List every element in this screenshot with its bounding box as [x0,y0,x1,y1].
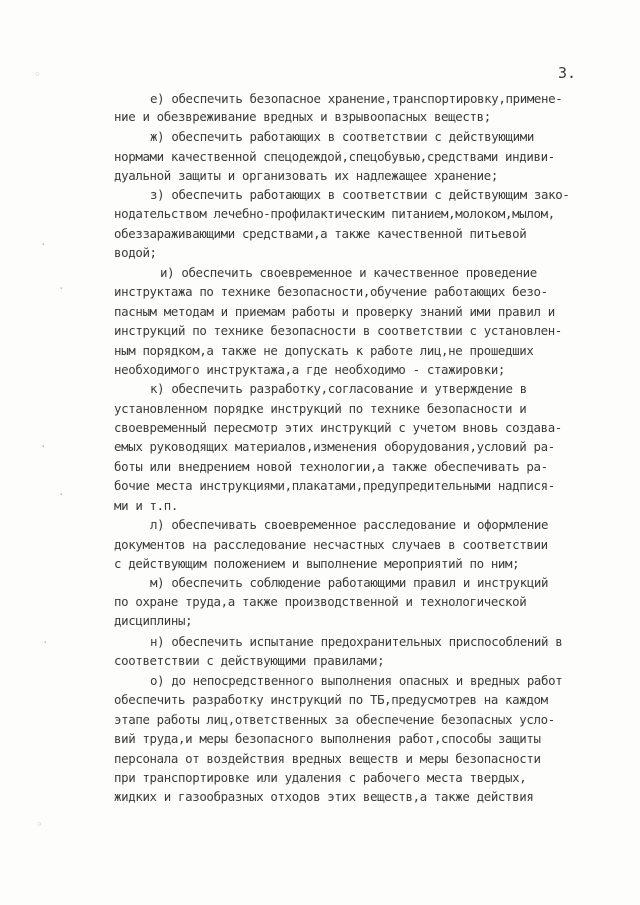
text-line: ние и обезвреживание вредных и взрывоопасных веществ; [114,109,491,124]
text-line: соответствии с действующими правилами; [114,653,385,668]
text-line: вий труда,и меры безопасного выполнения работ,способы защиты [114,731,541,746]
text-line: необходимого инструктажа,а где необходимо - стажировки; [114,362,506,377]
text-line: документов на расследование несчастных случаев в соответствии [114,537,548,552]
text-line: с действующим положением и выполнение мероприятий по ним; [114,556,520,571]
text-line: жидких и газообразных отходов этих веществ,а также действия [114,789,534,804]
text-line: дуальной защиты и организовать их надлежащее хранение; [114,168,498,183]
text-line: и) обеспечить своевременное и качественное проведение [160,265,537,280]
page-number: 3. [558,64,577,82]
text-line: установленном порядке инструкций по технике безопасности и [114,401,527,416]
margin-mark: · [40,238,47,251]
text-line: м) обеспечить соблюдение работающими правил и инструкций [150,575,549,590]
margin-mark: ◦ [36,818,43,831]
margin-mark: · [58,488,65,501]
text-line: водой; [114,245,157,260]
margin-mark: · [40,440,47,453]
text-line: инструктажа по технике безопасности,обучение работающих безо- [114,284,548,299]
text-line: л) обеспечивать своевременное расследование и оформление [150,517,549,532]
text-line: о) до непосредственного выполнения опасных и вредных работ [150,673,563,688]
text-line: н) обеспечить испытание предохранительных приспособлений в [150,634,563,649]
text-line: к) обеспечить разработку,согласование и утверждение в [150,381,527,396]
text-line: инструкций по технике безопасности в соответствии с установлен- [114,323,562,338]
text-line: ным порядком,а также не допускать к работе лиц,не прошедших [114,343,534,358]
text-line: ми и т.п. [114,498,178,513]
text-line: бочие места инструкциями,плакатами,предупредительными надпися- [114,478,555,493]
text-line: ж) обеспечить работающих в соответствии с действующими [150,129,534,144]
text-line: нодательством лечебно-профилактическим питанием,молоком,мылом, [114,206,555,221]
text-line: своевременный пересмотр этих инструкций с учетом вновь создава- [114,420,562,435]
text-line: з) обеспечить работающих в соответствии с действующим зако- [150,187,570,202]
text-line: при транспортировке или удаления с рабочего места твердых, [114,770,527,785]
text-line: е) обеспечить безопасное хранение,транспортировку,примене- [150,91,563,106]
margin-mark: · [42,636,49,649]
margin-mark: ◦ [34,68,41,81]
text-line: персонала от воздействия вредных веществ и меры безопасности [114,751,541,766]
text-line: этапе работы лиц,ответственных за обеспечение безопасных усло- [114,712,555,727]
text-line: обеспечить разработку инструкций по ТБ,предусмотрев на каждом [114,692,548,707]
margin-mark: · [58,282,65,295]
text-line: дисциплины; [114,613,193,628]
text-line: обеззараживающими средствами,а также качественной питьевой [114,226,527,241]
text-line: боты или внедрением новой технологии,а также обеспечивать ра- [114,459,548,474]
text-line: емых руководящих материалов,изменения оборудования,условий ра- [114,439,555,454]
text-line: пасным методам и приемам работы и проверку знаний ими правил и [114,304,555,319]
text-line: по охране труда,а также производственной и технологической [114,594,527,609]
text-line: нормами качественной спецодеждой,спецобувью,средствами индиви- [114,149,555,164]
